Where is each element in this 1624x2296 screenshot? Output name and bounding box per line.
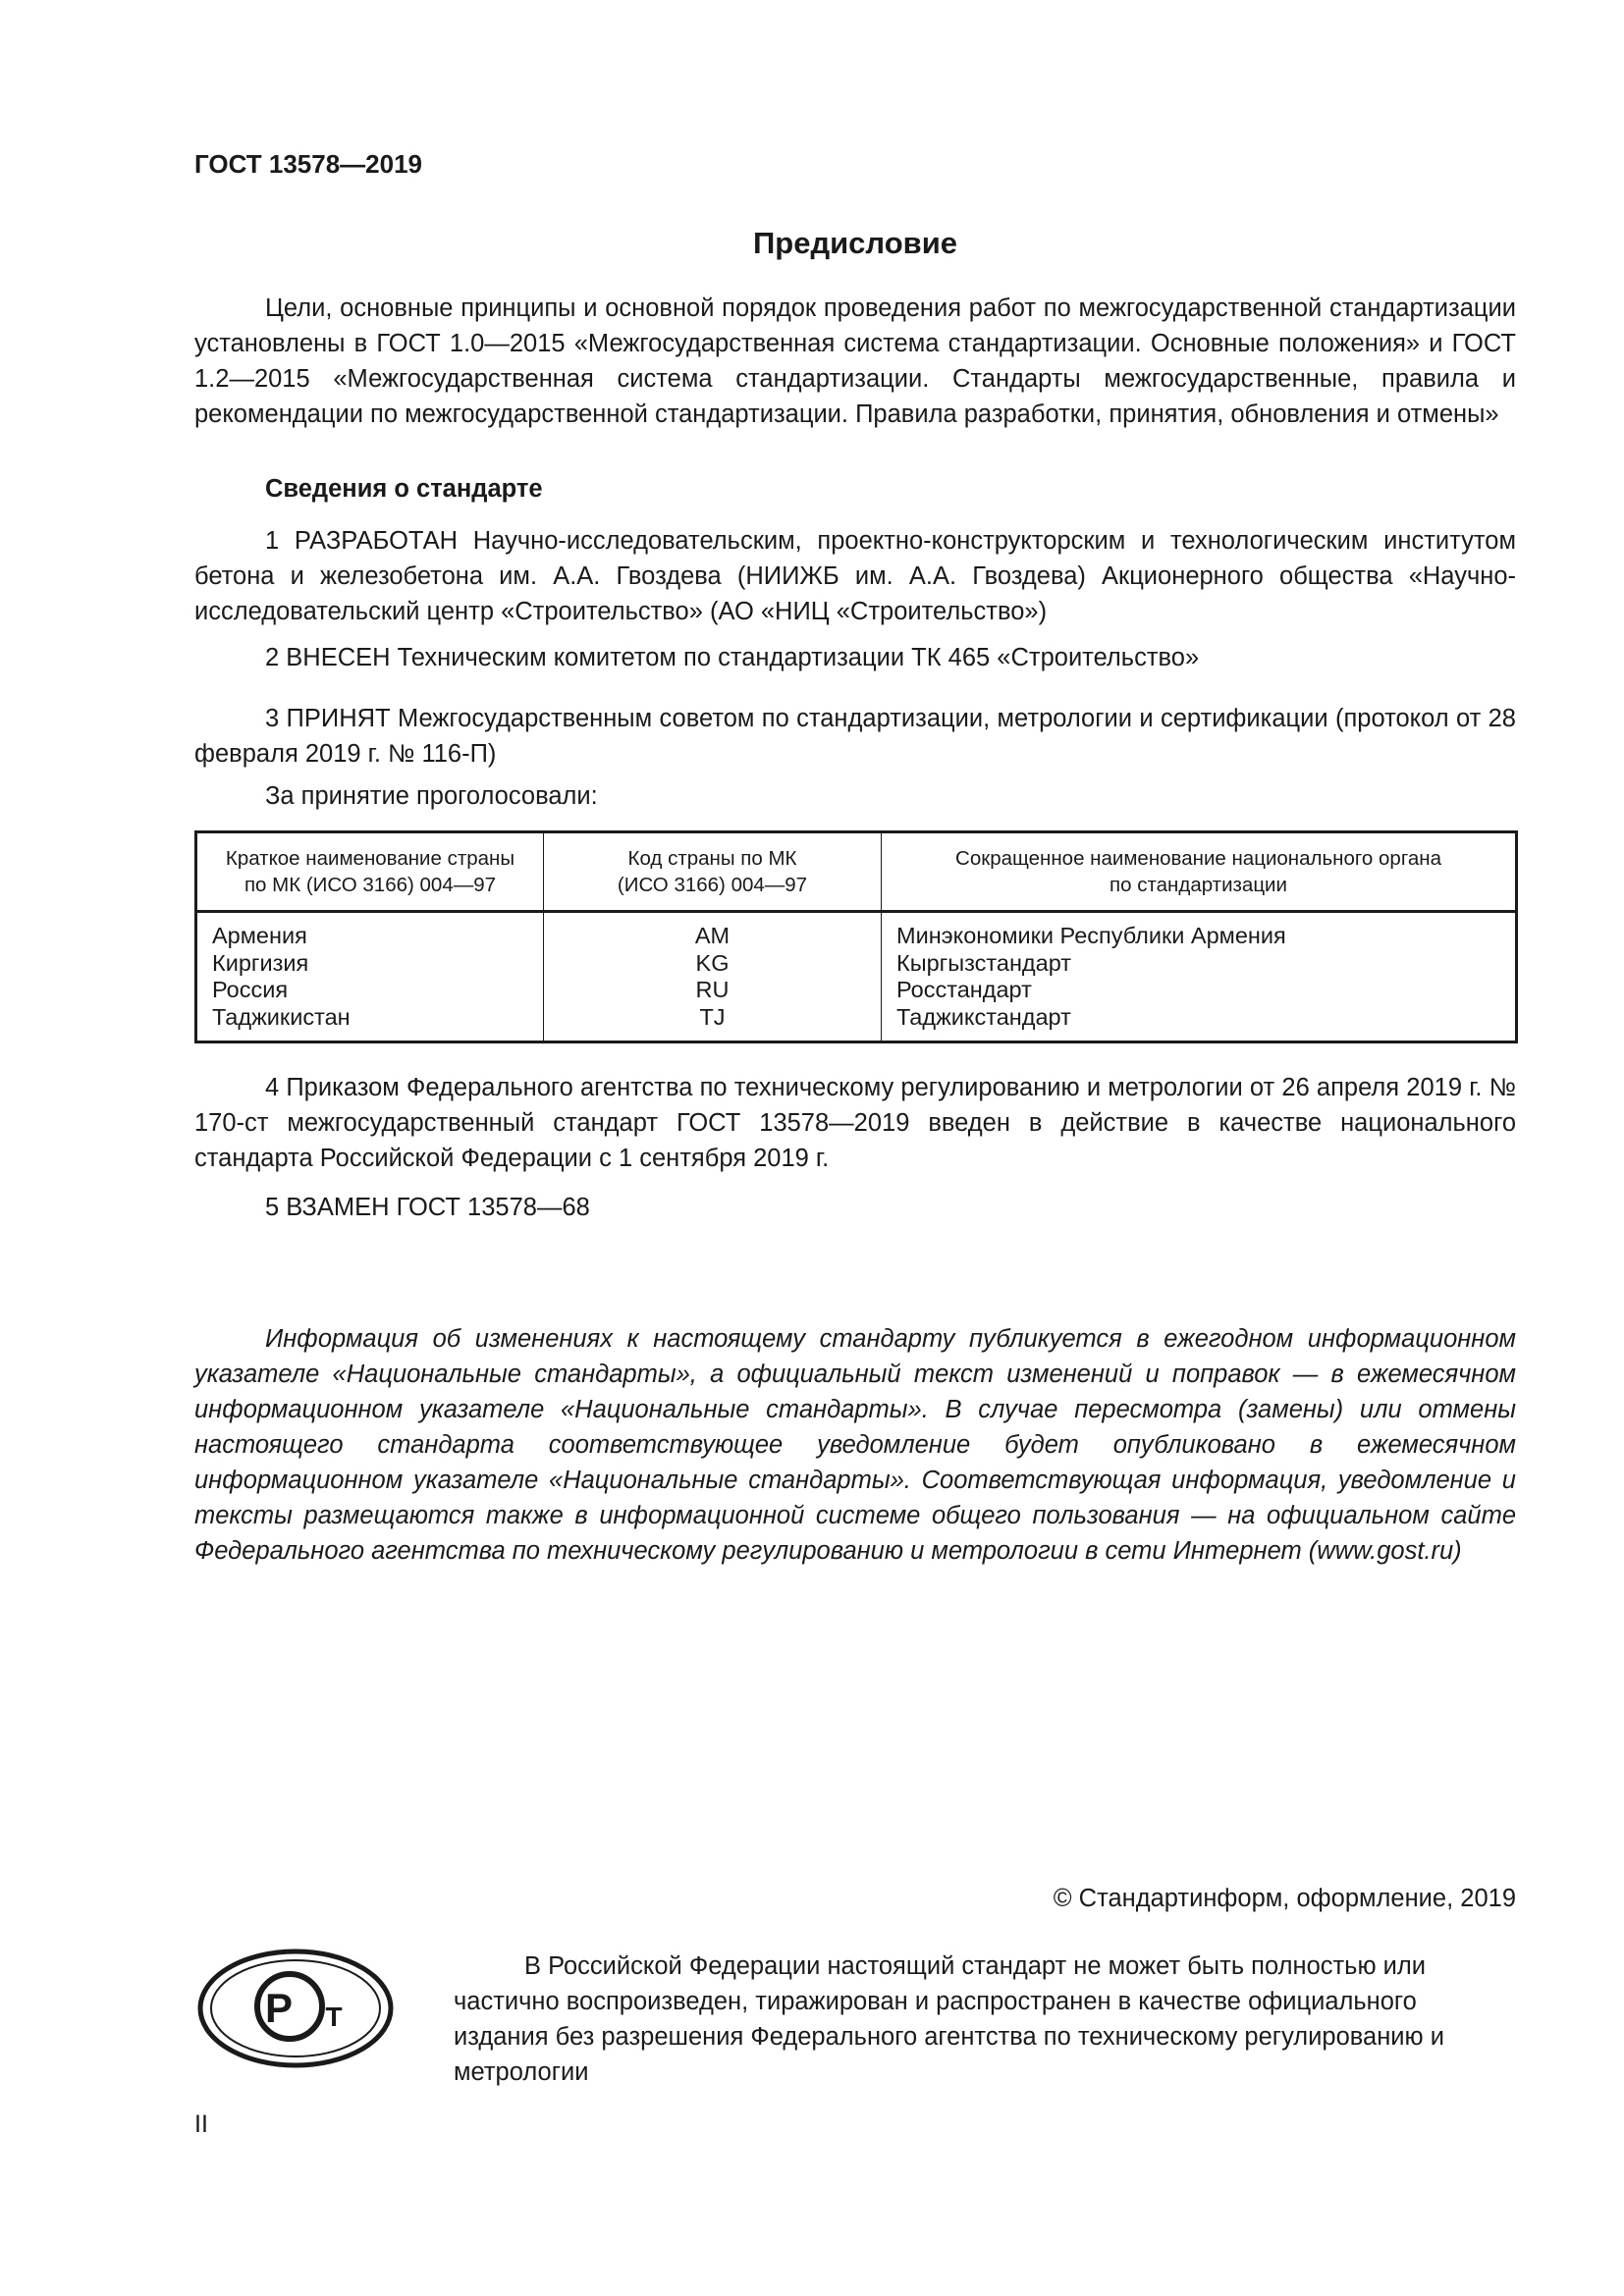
national-body: Росстандарт	[896, 977, 1032, 1002]
header-country-line2: по МК (ИСО 3166) 004—97	[244, 874, 497, 896]
item-4: 4 Приказом Федерального агентства по техническому регулированию и метрологии от 26 апреля 2019 г. № 170-ст межгосударственный стандарт ГОСТ 13578—2019 введен в действие в качестве национального стандарта Российской Федерации с 1 сентября 2019 г.	[194, 1074, 1516, 1172]
header-code-line2: (ИСО 3166) 004—97	[617, 874, 808, 896]
item-1: 1 РАЗРАБОТАН Научно-исследовательским, проектно-конструкторским и технологическим институтом бетона и железобетона им. А.А. Гвоздева (НИИЖБ им. А.А. Гвоздева) Акционерного общества «Научно-исследовательский центр «Строительство» (АО «НИЦ «Строительство»)	[194, 527, 1516, 625]
header-body-line2: по стандартизации	[1110, 874, 1287, 896]
table-header-row	[196, 832, 1517, 912]
country-code: TJ	[699, 1003, 726, 1030]
header-country	[196, 832, 544, 912]
country-name: Армения	[212, 923, 307, 948]
national-body: Таджикстандарт	[896, 1003, 1071, 1030]
item-5: 5 ВЗАМЕН ГОСТ 13578—68	[265, 1194, 590, 1221]
document-code: ГОСТ 13578—2019	[194, 149, 422, 179]
country-name: Россия	[212, 977, 289, 1002]
header-code	[544, 832, 882, 912]
item-2: 2 ВНЕСЕН Техническим комитетом по стандартизации ТК 465 «Строительство»	[265, 644, 1200, 671]
national-body: Кыргызстандарт	[896, 949, 1072, 976]
country-code: KG	[695, 949, 730, 976]
countries-cell	[196, 912, 544, 1042]
voting-table	[194, 830, 1518, 1043]
header-country-line1: Краткое наименование страны	[225, 847, 515, 870]
table-row	[196, 912, 1517, 1042]
section-title: Сведения о стандарте	[265, 475, 543, 503]
header-code-line1: Код страны по МК	[627, 847, 797, 870]
country-code: AM	[694, 923, 731, 948]
page-number: II	[194, 2110, 208, 2138]
codes-cell	[544, 912, 882, 1042]
info-paragraph: Информация об изменениях к настоящему стандарту публикуется в ежегодном информационном указателе «Национальные стандарты», а официальный текст изменений и поправок — в ежемесячном информационном указателе «Национальные стандарты». В случае пересмотра (замены) или отмены настоящего стандарта соответствующее уведомление будет опубликовано в ежемесячном информационном указателе «Национальные стандарты». Соответствующая информация, уведомление и тексты размещаются также в информационной системе общего пользования — на официальном сайте Федерального агентства по техническому регулированию и метрологии в сети Интернет (www.gost.ru)	[194, 1325, 1516, 1565]
page-title: Предисловие	[752, 226, 957, 260]
country-code: RU	[695, 977, 730, 1002]
svg-text:T: T	[325, 2002, 343, 2032]
copyright: © Стандартинформ, оформление, 2019	[1053, 1885, 1516, 1912]
country-name: Таджикистан	[212, 1003, 351, 1030]
bodies-cell	[882, 912, 1517, 1042]
copyright-notice: В Российской Федерации настоящий стандарт не может быть полностью или частично воспроизведен, тиражирован и распространен в качестве официального издания без разрешения Федерального агентства по техническому регулированию и метрологии	[454, 1952, 1444, 2086]
country-name: Киргизия	[212, 949, 309, 976]
intro-paragraph: Цели, основные принципы и основной порядок проведения работ по межгосударственной стандартизации установлены в ГОСТ 1.0—2015 «Межгосударственная система стандартизации. Основные положения» и ГОСТ 1.2—2015 «Межгосударственная система стандартизации. Стандарты межгосударственные, правила и рекомендации по межгосударственной стандартизации. Правила разработки, принятия, обновления и отмены»	[194, 294, 1516, 428]
national-body: Минэкономики Республики Армения	[896, 923, 1286, 948]
svg-text:P: P	[264, 1985, 294, 2031]
header-body	[882, 832, 1517, 912]
item-3: 3 ПРИНЯТ Межгосударственным советом по стандартизации, метрологии и сертификации (протокол от 28 февраля 2019 г. № 116-П)	[194, 705, 1516, 768]
header-body-line1: Сокращенное наименование национального органа	[955, 847, 1441, 870]
pct-mark-icon	[196, 1948, 395, 2069]
vote-intro: За принятие проголосовали:	[265, 782, 598, 810]
